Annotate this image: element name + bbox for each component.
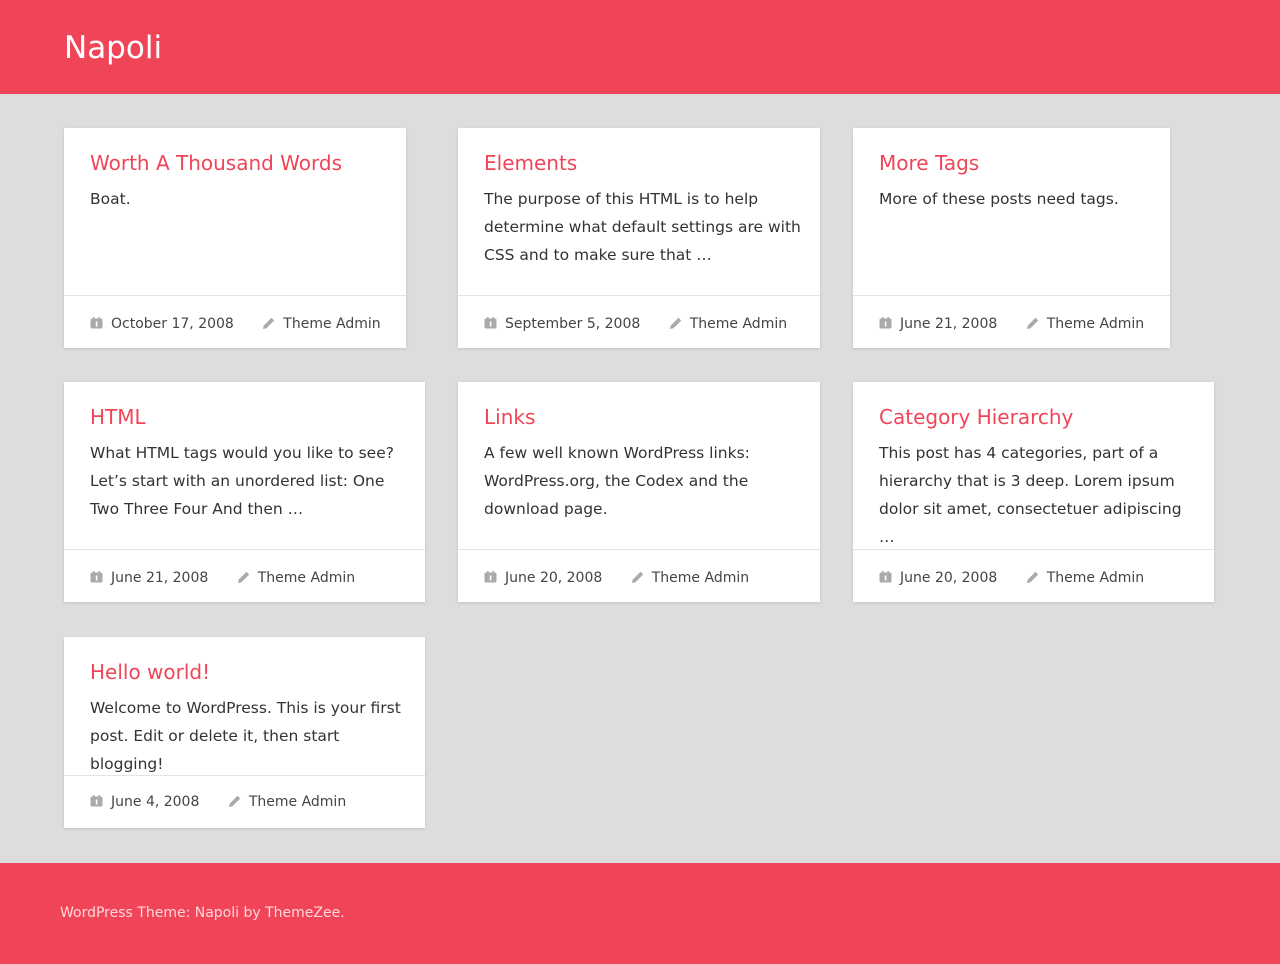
post-card-body [458, 382, 820, 550]
post-card-body [853, 382, 1214, 550]
post-author[interactable] [1026, 314, 1144, 334]
post-excerpt: Boat. [90, 190, 131, 208]
post-author[interactable] [228, 792, 346, 812]
post-author[interactable] [237, 568, 355, 588]
calendar-icon [90, 795, 103, 807]
post-date-text: June 21, 2008 [900, 316, 998, 332]
post-date[interactable] [879, 314, 997, 334]
post-title[interactable]: Worth A Thousand Words [90, 151, 343, 175]
post-meta [484, 568, 810, 588]
post-title[interactable]: Links [484, 405, 536, 429]
post-excerpt: The purpose of this HTML is to help determine what default settings are with CSS and to make sure that … [484, 190, 801, 264]
pencil-icon [1026, 317, 1039, 329]
calendar-icon [879, 317, 892, 329]
site-title[interactable]: Napoli [64, 30, 163, 66]
post-author-text: Theme Admin [1046, 316, 1145, 332]
post-card-body [64, 128, 406, 296]
post-card [853, 382, 1214, 602]
site-footer [0, 863, 1280, 964]
post-author[interactable] [262, 314, 380, 334]
post-author-text: Theme Admin [1046, 570, 1145, 586]
pencil-icon [262, 317, 275, 329]
post-card [458, 128, 820, 348]
post-title[interactable]: HTML [90, 405, 146, 429]
pencil-icon [631, 571, 644, 583]
post-excerpt: What HTML tags would you like to see? Let’s start with an unordered list: One Two Three Four And then … [90, 444, 394, 518]
post-date[interactable] [90, 792, 199, 812]
post-excerpt: A few well known WordPress links: WordPress.org, the Codex and the download page. [484, 444, 750, 518]
post-card [64, 382, 425, 602]
post-date-text: October 17, 2008 [111, 316, 234, 332]
post-author-text: Theme Admin [651, 570, 750, 586]
post-card [853, 128, 1170, 348]
calendar-icon [90, 317, 103, 329]
site-header [0, 0, 1280, 94]
post-author-text: Theme Admin [283, 316, 381, 332]
post-date-text: June 4, 2008 [111, 794, 200, 810]
post-card-body [64, 382, 425, 550]
post-excerpt: This post has 4 categories, part of a hierarchy that is 3 deep. Lorem ipsum dolor sit amet, consectetuer adipiscing … [879, 444, 1182, 546]
post-date[interactable] [90, 568, 208, 588]
post-date[interactable] [90, 314, 234, 334]
pencil-icon [669, 317, 682, 329]
post-card-body [853, 128, 1170, 296]
post-title[interactable]: More Tags [879, 151, 980, 175]
calendar-icon [484, 317, 497, 329]
post-author-text: Theme Admin [689, 316, 788, 332]
post-card-body [458, 128, 820, 296]
post-author[interactable] [669, 314, 787, 334]
post-meta [90, 568, 415, 588]
post-title[interactable]: Hello world! [90, 660, 211, 684]
post-author-text: Theme Admin [248, 794, 347, 810]
post-card [64, 128, 406, 348]
post-meta [879, 314, 1160, 334]
post-date[interactable] [879, 568, 997, 588]
post-excerpt: Welcome to WordPress. This is your first post. Edit or delete it, then start blogging! [90, 699, 401, 773]
post-date[interactable] [484, 568, 602, 588]
calendar-icon [879, 571, 892, 583]
post-author[interactable] [1026, 568, 1144, 588]
post-card-body [64, 637, 425, 776]
post-date[interactable] [484, 314, 640, 334]
pencil-icon [228, 795, 241, 807]
post-title[interactable]: Category Hierarchy [879, 405, 1074, 429]
post-meta [879, 568, 1204, 588]
calendar-icon [484, 571, 497, 583]
pencil-icon [1026, 571, 1039, 583]
post-date-text: June 21, 2008 [111, 570, 209, 586]
post-author-text: Theme Admin [257, 570, 356, 586]
post-meta [90, 314, 396, 334]
footer-credit[interactable]: WordPress Theme: Napoli by ThemeZee. [60, 905, 345, 921]
post-date-text: June 20, 2008 [505, 570, 603, 586]
post-author[interactable] [631, 568, 749, 588]
post-meta [484, 314, 810, 334]
post-date-text: June 20, 2008 [900, 570, 998, 586]
post-card [64, 637, 425, 828]
pencil-icon [237, 571, 250, 583]
post-excerpt: More of these posts need tags. [879, 190, 1119, 208]
post-card [458, 382, 820, 602]
calendar-icon [90, 571, 103, 583]
post-title[interactable]: Elements [484, 151, 578, 175]
post-date-text: September 5, 2008 [505, 316, 641, 332]
post-meta [90, 792, 415, 812]
